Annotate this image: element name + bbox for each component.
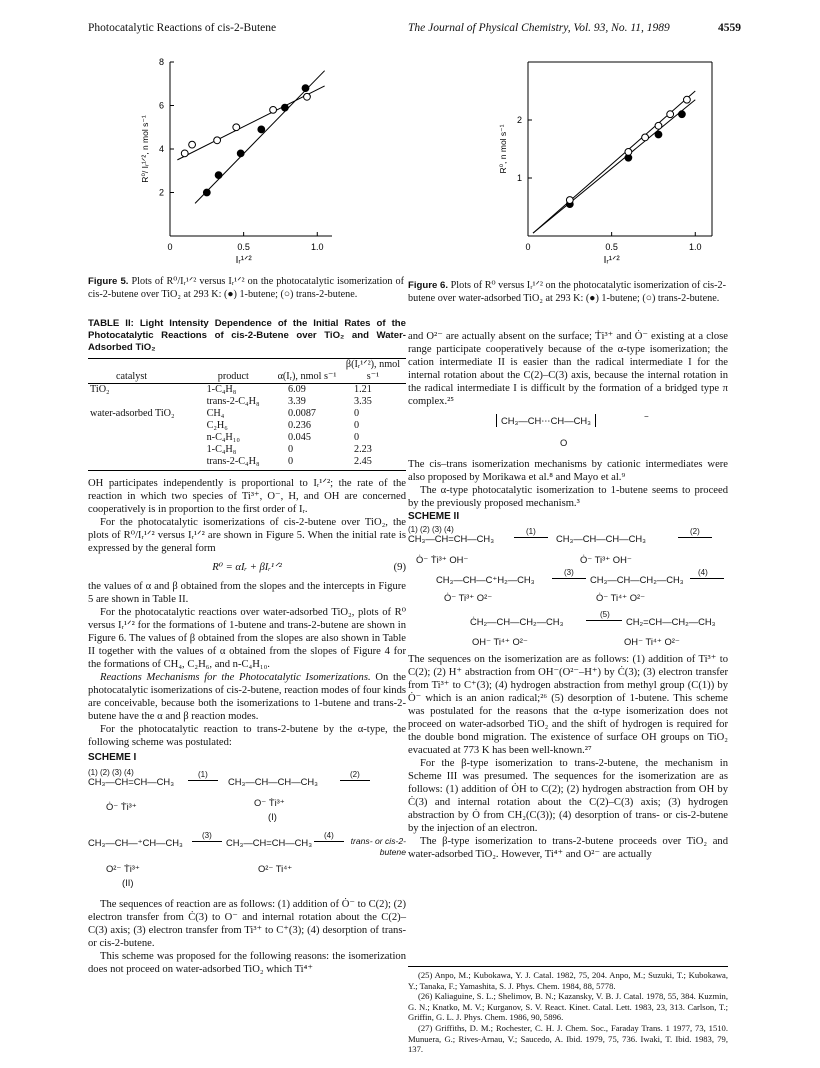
scheme-1 <box>88 766 406 894</box>
table-header-catalyst: catalyst <box>116 371 148 382</box>
table-2-body <box>88 384 406 471</box>
pi-complex-structure <box>408 410 728 454</box>
paragraph: For the β-type isomerization to trans-2-butene, the mechanism in Scheme III was presumed. The sequences for the isomerization are as follows: (1) addition of ȮH to C(2); (2) hydrogen abstraction from OH by Ċ(3) and internal rotation about the C(2)–C(3) axis; (3) hydrogen abstraction by Ȯ from CH₂(C(3)); (4) desorption of trans- or cis-2-butene by the injection of an electron. <box>408 758 728 834</box>
data-point-1-butene <box>258 126 265 133</box>
paragraph: The cis–trans isomerization mechanisms by cationic intermediates were also proposed by Morikawa et al.⁸ and Mayo et al.⁹ <box>408 459 728 483</box>
table-row <box>88 408 406 420</box>
y-tick-label: 1 <box>516 173 522 183</box>
scheme-2-step-2: (2) <box>690 527 700 536</box>
table-row <box>88 432 406 444</box>
scheme-1-reactant: CH₃—CH=CH—CH₃ <box>88 776 175 787</box>
cell-beta: 0 <box>354 408 360 419</box>
scheme-1-step-numbers: (1) (2) (3) (4) <box>88 768 134 777</box>
cell-product: trans-2-C₄H₈ <box>206 456 260 467</box>
figure-6-caption-label: Figure 6. <box>408 280 449 291</box>
scheme-1-intermediate-2: CH₃—CH—⁺CH—CH₃ <box>88 837 183 848</box>
reaction-arrow <box>552 578 586 579</box>
scheme-1-step-3: (3) <box>202 831 212 840</box>
pi-complex-formula: CH₃—CH⋯CH—CH₃ <box>496 414 596 427</box>
reference-26: (26) Kaliaguine, S. L.; Shelimov, B. N.; Kazansky, V. B. J. Catal. 1978, 55, 384. Kuzmin, G. N.; Knatko, M. V.; Kurganov, S. V. React. Kinet. Catal. Lett. 1983, 23, 313. Carlson, T.; Griffin, G. L. J. Phys. Chem. 1986, 90, 5896. <box>408 991 728 1023</box>
equation-text: R⁰ = αIᵣ + βIᵣ¹ᐟ² <box>212 562 282 573</box>
cell-catalyst <box>88 432 193 444</box>
figure-5-caption <box>88 276 404 301</box>
y-tick-label: 2 <box>158 187 164 198</box>
scheme-2-intermediate-4-sub: OH⁻ Ti⁴⁺ O²⁻ <box>472 636 528 647</box>
cell-alpha: 3.39 <box>288 396 306 407</box>
y-tick-label: 6 <box>158 100 164 111</box>
reaction-arrow <box>192 841 222 842</box>
cell-catalyst <box>88 396 193 408</box>
data-point-1-butene <box>215 172 222 179</box>
y-tick-label: 4 <box>158 144 164 154</box>
scheme-1-label-II: (II) <box>122 877 134 888</box>
data-point-1-butene <box>203 189 210 196</box>
table-header-beta: β(Iᵣ¹ᐟ²), nmol s⁻¹ <box>345 359 401 382</box>
y-tick-label: 2 <box>516 115 522 125</box>
x-tick-label: 0 <box>167 242 173 252</box>
reaction-arrow <box>188 780 218 781</box>
figure-5-chart <box>118 48 378 276</box>
fit-line-trans-2-butene <box>177 86 324 160</box>
cell-beta: 0 <box>354 432 360 443</box>
data-point-trans-2-butene <box>181 150 188 157</box>
scheme-1-end-product: trans- or cis-2-butene <box>350 836 406 857</box>
data-point-trans-2-butene <box>667 111 674 118</box>
scheme-2-intermediate-3: CH₃—CH—CH₂—CH₃ <box>590 574 684 585</box>
paragraph: The α-type photocatalytic isomerization to 1-butene seems to proceed by the previously proposed mechanism.³ <box>408 485 728 509</box>
paragraph: The β-type isomerization to trans-2-butene proceeds over TiO₂ and water-adsorbed TiO₂. However, Ti⁴⁺ and O²⁻ are actually <box>408 836 728 860</box>
paragraph: and O²⁻ are actually absent on the surface; Ṫi³⁺ and Ȯ⁻ existing at a close range participate cooperatively because of the α-type isomerization; the cation intermediate II is easier than the radical intermediate I for the internal rotation about the C(2)–C(3) axis, because the internal rotation in the radical intermediate I is difficult by the formation of a bridged type π complex.²⁵ <box>408 331 728 407</box>
cell-beta: 2.23 <box>354 444 372 455</box>
section-heading: Reactions Mechanisms for the Photocatalytic Isomerizations. <box>100 672 371 683</box>
data-point-1-butene <box>678 111 685 118</box>
y-axis-label: R⁰, n mol s⁻¹ <box>498 124 508 174</box>
scheme-1-title: SCHEME I <box>88 752 137 763</box>
scheme-1-step-1: (1) <box>198 770 208 779</box>
scheme-2-title: SCHEME II <box>408 511 460 522</box>
figure-5-plot <box>140 57 332 266</box>
x-tick-label: 0.5 <box>605 242 618 252</box>
cell-product: C₂H₆ <box>206 420 228 431</box>
reaction-arrow <box>678 537 712 538</box>
paragraph: the values of α and β obtained from the slopes and the intercepts in Figure 5 are shown in Table II. <box>88 581 406 605</box>
pi-complex-charge: − <box>644 412 649 421</box>
data-point-trans-2-butene <box>684 96 691 103</box>
reaction-arrow <box>586 620 622 621</box>
figure-6-chart <box>494 48 740 276</box>
scheme-2-intermediate-3-sub: Ȯ⁻ Ti⁴⁺ O²⁻ <box>596 592 646 603</box>
equation-number: (9) <box>393 562 406 573</box>
cell-catalyst <box>88 420 193 432</box>
figure-6-caption <box>408 280 726 305</box>
page-number: 4559 <box>718 22 741 34</box>
cell-alpha: 0.0087 <box>288 408 317 419</box>
data-point-trans-2-butene <box>655 122 662 129</box>
paragraph: For the photocatalytic reaction to trans-2-butene by the α-type, the following scheme was postulated: <box>88 724 406 748</box>
journal-citation: The Journal of Physical Chemistry, Vol. 93, No. 11, 1989 <box>408 22 670 34</box>
data-point-1-butene <box>281 104 288 111</box>
data-point-trans-2-butene <box>189 141 196 148</box>
scheme-1-intermediate-1: CH₃—CH—CH—CH₃ <box>228 776 318 787</box>
scheme-2-intermediate-1: CH₃—CH—CH—CH₃ <box>556 533 646 544</box>
reaction-arrow <box>340 780 370 781</box>
reaction-arrow <box>690 578 724 579</box>
scheme-2-step-5: (5) <box>600 610 610 619</box>
scheme-2-step-1: (1) <box>526 527 536 536</box>
paragraph: OH participates independently is proportional to Iᵣ¹ᐟ²; the rate of the reaction in which two species of Ti³⁺, O⁻, H, and OH are concerned cooperatively is in proportion to the first order of Iᵣ. <box>88 478 406 515</box>
scheme-1-step-4: (4) <box>324 831 334 840</box>
scheme-2-step-3: (3) <box>564 568 574 577</box>
left-column <box>88 318 406 976</box>
data-point-trans-2-butene <box>233 124 240 131</box>
cell-catalyst <box>88 444 193 456</box>
paragraph: The sequences on the isomerization are as follows: (1) addition of Ti³⁺ to C(2); (2) H⁺ abstraction from OH⁻(O²⁻–H⁺) by Ċ(3); (3) electron transfer from Ti³⁺ to C⁺(3); (4) hydrogen abstraction from methyl group (C(1)) by Ȯ⁻ which is an anion radical;²⁶ (5) desorption of 1-butene. This scheme was postulated for the reasons that the α-type isomerization does not proceed on water-adsorbed TiO₂ and the shift of hydrogen is required for the double bond migration. The existence of surface OH groups on TiO₂ evacuated at 773 K has been well-known.²⁷ <box>408 654 728 756</box>
cell-alpha: 0 <box>288 456 294 467</box>
x-tick-label: 0 <box>525 242 531 252</box>
x-axis-label: Iᵣ¹ᐟ² <box>235 255 252 266</box>
data-point-1-butene <box>655 131 662 138</box>
right-column <box>408 330 728 861</box>
scheme-2-intermediate-2: CH₃—CH—C⁺H₂—CH₃ <box>436 574 535 585</box>
paragraph-text: On the photocatalytic isomerizations of cis-2-butene, reaction modes of four kinds are conceivable, because both the isomerizations to 1-butene and trans-2-butene have the α and β reaction modes. <box>88 672 407 722</box>
cell-beta: 2.45 <box>354 456 372 467</box>
table-row <box>88 384 406 397</box>
table-header-product: product <box>217 371 249 382</box>
y-axis-label: R⁰/ Iᵣ¹ᐟ², n mol s⁻¹ <box>140 115 150 183</box>
fit-line-1-butene <box>533 100 695 233</box>
scheme-2-intermediate-1-sub: Ȯ⁻ Ti³⁺ OH⁻ <box>580 554 632 565</box>
scheme-2-product-sub: OH⁻ Ti⁴⁺ O²⁻ <box>624 636 680 647</box>
paragraph: The sequences of reaction are as follows: (1) addition of Ȯ⁻ to C(2); (2) electron transfer from Ċ(3) to O⁻ and internal rotation about the C(2)–C(3) axis; (3) electron transfer from Ti³⁺ to C⁺(3); (4) desorption of trans- or cis-2-butene. <box>88 899 406 949</box>
figure-5-caption-text: Plots of R⁰/Iᵣ¹ᐟ² versus Iᵣ¹ᐟ² on the photocatalytic isomerization of cis-2-butene over TiO₂ at 293 K: (●) 1-butene; (○) trans-2-butene. <box>88 276 405 300</box>
scheme-1-intermediate-2-sub: O²⁻ Ṫi³⁺ <box>106 863 140 874</box>
table-row <box>88 456 406 471</box>
table-row <box>88 444 406 456</box>
y-tick-label: 8 <box>158 57 164 67</box>
scheme-1-intermediate-1-sub: O⁻ Ṫi³⁺ <box>254 797 285 808</box>
figure-5-caption-label: Figure 5. <box>88 276 129 287</box>
data-point-trans-2-butene <box>642 134 649 141</box>
equation-9 <box>88 561 406 574</box>
scheme-2-product: CH₂=CH—CH₂—CH₃ <box>626 616 716 627</box>
cell-alpha: 0.236 <box>288 420 311 431</box>
cell-alpha: 6.09 <box>288 384 306 395</box>
cell-alpha: 0.045 <box>288 432 311 443</box>
data-point-trans-2-butene <box>270 106 277 113</box>
scheme-2-intermediate-2-sub: Ȯ⁻ Ti³⁺ O²⁻ <box>444 592 493 603</box>
cell-catalyst: TiO₂ <box>90 384 110 395</box>
references <box>408 970 728 1055</box>
data-point-trans-2-butene <box>304 93 311 100</box>
scheme-2-intermediate-4: ĊH₂—CH—CH₂—CH₃ <box>470 616 564 627</box>
cell-product: 1-C₄H₈ <box>206 384 237 395</box>
scheme-1-step-2: (2) <box>350 770 360 779</box>
scheme-1-label-I: (I) <box>268 811 277 822</box>
data-point-trans-2-butene <box>625 149 632 156</box>
figure-6-caption-text: Plots of R⁰ versus Iᵣ¹ᐟ² on the photocatalytic isomerization of cis-2-butene over water-adsorbed TiO₂ at 293 K: (●) 1-butene; (○) trans-2-butene. <box>408 280 727 304</box>
cell-product: CH₄ <box>206 408 225 419</box>
reference-27: (27) Griffiths, D. M.; Rochester, C. H. J. Chem. Soc., Faraday Trans. 1 1977, 73, 1510. Munuera, G.; Rives-Arnau, V.; Saucedo, A. Ibid. 1979, 75, 736. Iwaki, T. Ibid. 1983, 79, 137. <box>408 1022 728 1055</box>
table-header-alpha: α(Iᵣ), nmol s⁻¹ <box>277 371 337 382</box>
x-tick-label: 1.0 <box>689 242 702 252</box>
pi-complex-oxygen: O <box>560 437 568 448</box>
scheme-1-product-sub: O²⁻ Ti⁴⁺ <box>258 863 293 874</box>
reaction-arrow <box>514 537 548 538</box>
figure-6-plot <box>498 62 712 266</box>
paragraph <box>88 671 406 723</box>
paragraph: For the photocatalytic isomerizations of cis-2-butene over TiO₂, the plots of R⁰/Iᵣ¹ᐟ² versus Iᵣ¹ᐟ² are shown in Figure 5. When the initial rate is expressed by the general form <box>88 517 406 554</box>
data-point-1-butene <box>237 150 244 157</box>
cell-product: trans-2-C₄H₈ <box>206 396 260 407</box>
x-axis-label: Iᵣ¹ᐟ² <box>603 255 620 266</box>
scheme-1-reactant-sub: Ȯ⁻ Ṫi³⁺ <box>106 801 137 812</box>
data-point-trans-2-butene <box>214 137 221 144</box>
cell-catalyst <box>88 456 193 471</box>
table-row <box>88 396 406 408</box>
reference-25: (25) Anpo, M.; Kubokawa, Y. J. Catal. 1982, 75, 204. Anpo, M.; Suzuki, T.; Kubokawa, Y.; Tanaka, F.; Yamashita, S. J. Phys. Chem. 1984, 88, 5778. <box>408 970 728 991</box>
paragraph: This scheme was proposed for the following reasons: the isomerization does not proceed on water-adsorbed TiO₂ which Ti⁴⁺ <box>88 951 406 975</box>
table-row <box>88 420 406 432</box>
scheme-2-step-4: (4) <box>698 568 708 577</box>
table-2 <box>88 358 406 471</box>
scheme-1-product: CH₃—CH=CH—CH₃ <box>226 837 313 848</box>
scheme-2 <box>408 523 728 651</box>
reaction-arrow <box>314 841 344 842</box>
x-tick-label: 1.0 <box>311 242 324 252</box>
cell-product: n-C₄H₁₀ <box>206 432 240 443</box>
cell-alpha: 0 <box>288 444 294 455</box>
scheme-2-step-numbers: (1) (2) (3) (4) <box>408 525 454 534</box>
scheme-2-reactant-sub: Ȯ⁻ Ṫi³⁺ OH⁻ <box>416 554 469 565</box>
cell-beta: 0 <box>354 420 360 431</box>
cell-catalyst: water-adsorbed TiO₂ <box>90 408 175 419</box>
table-2-title: TABLE II: Light Intensity Dependence of the Initial Rates of the Photocatalytic Reactions of cis-2-Butene over TiO₂ and Water-Adsorbed TiO₂ <box>88 318 406 353</box>
cell-beta: 3.35 <box>354 396 372 407</box>
cell-beta: 1.21 <box>354 384 372 395</box>
references-rule <box>408 966 728 967</box>
cell-product: 1-C₄H₈ <box>206 444 237 455</box>
data-point-trans-2-butene <box>566 197 573 204</box>
x-tick-label: 0.5 <box>237 242 250 252</box>
scheme-2-reactant: CH₃—CH=CH—CH₃ <box>408 533 495 544</box>
data-point-1-butene <box>302 85 309 92</box>
running-title: Photocatalytic Reactions of cis-2-Butene <box>88 22 277 34</box>
paragraph: For the photocatalytic reactions over water-adsorbed TiO₂, plots of R⁰ versus Iᵣ¹ᐟ² for the formations of 1-butene and trans-2-butene are shown in Figure 6. The values of β obtained from the slopes are also shown in Table II together with the values of α obtained from the slopes of Figure 4 for the formations of CH₄, C₂H₆, and n-C₄H₁₀. <box>88 607 406 670</box>
